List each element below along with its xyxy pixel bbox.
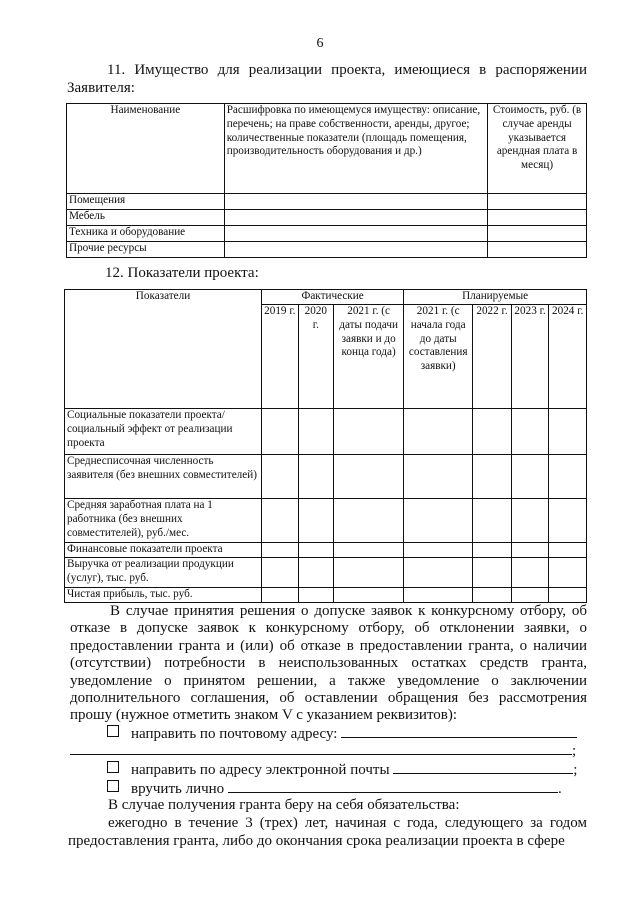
cell-input[interactable] (224, 210, 487, 226)
cell-input[interactable] (473, 409, 512, 455)
cell-input[interactable] (404, 558, 473, 588)
cell-input[interactable] (488, 194, 587, 210)
cell-input[interactable] (262, 409, 299, 455)
email-field[interactable] (393, 761, 573, 774)
annual-text: ежегодно в течение 3 (трех) лет, начиная с года, следующего за годом предоставления гранта, либо до окончания срока реализации проекта в сфере (68, 815, 587, 849)
page-number: 6 (316, 36, 324, 51)
cell-input[interactable] (334, 409, 404, 455)
option-postal[interactable] (107, 725, 577, 743)
cell-input[interactable] (549, 558, 587, 588)
cell-input[interactable] (473, 558, 512, 588)
cell-input[interactable] (298, 588, 334, 603)
cell-input[interactable] (298, 455, 334, 499)
cell-input[interactable] (511, 409, 549, 455)
personal-label: вручить лично (131, 781, 225, 797)
row-other: Прочие ресурсы (67, 242, 225, 258)
header-description: Расшифровка по имеющемуся имуществу: описание, перечень; на праве собственности, аренды, другое; количественные показатели (площадь помещения, производительность оборудования и др.) (224, 104, 487, 194)
cell-input[interactable] (404, 499, 473, 543)
year-2021-plan: 2021 г. (с начала года до даты составления заявки) (404, 305, 473, 409)
cell-input[interactable] (262, 499, 299, 543)
cell-input[interactable] (224, 194, 487, 210)
year-2024: 2024 г. (549, 305, 587, 409)
row-salary: Средняя заработная плата на 1 работника (без внешних совместителей), руб./мес. (65, 499, 262, 543)
cell-input[interactable] (473, 499, 512, 543)
cell-input[interactable] (262, 558, 299, 588)
row-premises: Помещения (67, 194, 225, 210)
cell-input[interactable] (298, 558, 334, 588)
notice-paragraph (70, 603, 587, 725)
postal-address-field[interactable] (341, 725, 577, 738)
section-12-title: 12. Показатели проекта: (105, 265, 259, 281)
cell-input[interactable] (511, 588, 549, 603)
cell-input[interactable] (511, 543, 549, 558)
grant-obligation: В случае получения гранта беру на себя обязательства: (108, 797, 460, 813)
cell-input[interactable] (262, 588, 299, 603)
cell-input[interactable] (262, 455, 299, 499)
cell-input[interactable] (404, 409, 473, 455)
cell-input[interactable] (404, 588, 473, 603)
email-checkbox[interactable] (107, 761, 119, 773)
cell-input[interactable] (298, 499, 334, 543)
cell-input[interactable] (511, 455, 549, 499)
section-11-title (67, 61, 587, 97)
cell-input[interactable] (549, 409, 587, 455)
option-email[interactable] (107, 761, 577, 779)
cell-input[interactable] (334, 558, 404, 588)
header-cost: Стоимость, руб. (в случае аренды указывается арендная плата в месяц) (488, 104, 587, 194)
cell-input[interactable] (549, 455, 587, 499)
postal-address-line2[interactable] (70, 742, 576, 760)
header-indicators: Показатели (65, 290, 262, 409)
period: . (557, 781, 562, 797)
cell-input[interactable] (334, 455, 404, 499)
row-revenue: Выручка от реализации продукции (услуг), тыс. руб. (65, 558, 262, 588)
cell-input[interactable] (262, 543, 299, 558)
year-2019: 2019 г. (262, 305, 299, 409)
property-table (66, 103, 587, 258)
cell-input[interactable] (488, 226, 587, 242)
cell-input[interactable] (298, 543, 334, 558)
semicolon: ; (572, 743, 577, 759)
postal-address-field-2[interactable] (70, 742, 572, 755)
postal-checkbox[interactable] (107, 725, 119, 737)
cell-input[interactable] (404, 543, 473, 558)
cell-input[interactable] (549, 543, 587, 558)
cell-input[interactable] (334, 588, 404, 603)
cell-input[interactable] (334, 499, 404, 543)
row-furniture: Мебель (67, 210, 225, 226)
row-headcount: Среднесписочная численность заявителя (без внешних совместителей) (65, 455, 262, 499)
cell-input[interactable] (224, 242, 487, 258)
row-financial: Финансовые показатели проекта (65, 543, 262, 558)
annual-paragraph (68, 814, 587, 850)
option-personal[interactable] (107, 780, 562, 798)
header-name: Наименование (67, 104, 225, 194)
row-net-profit: Чистая прибыль, тыс. руб. (65, 588, 262, 603)
section-11-text: 11. Имущество для реализации проекта, имеющиеся в распоряжении Заявителя: (67, 62, 587, 96)
personal-field[interactable] (228, 780, 558, 793)
header-plan: Планируемые (404, 290, 587, 305)
year-2020: 2020 г. (298, 305, 334, 409)
cell-input[interactable] (224, 226, 487, 242)
cell-input[interactable] (488, 242, 587, 258)
header-fact: Фактические (262, 290, 404, 305)
cell-input[interactable] (511, 558, 549, 588)
cell-input[interactable] (549, 588, 587, 603)
cell-input[interactable] (511, 499, 549, 543)
row-social: Социальные показатели проекта/социальный эффект от реализации проекта (65, 409, 262, 455)
notice-text: В случае принятия решения о допуске заявок к конкурсному отбору, об отказе в допуске заявок к конкурсному отбору, об отклонении заявки, о предоставлении гранта и (или) об отказе в предоставлении гранта, о наличии (отсутствии) потребности в неиспользованных остатках средств гранта, уведомление о принятом решении, а также уведомление о заключении дополнительного соглашения, об оставлении обращения без рассмотрения прошу (нужное отметить знаком V с указанием реквизитов): (70, 603, 587, 724)
cell-input[interactable] (549, 499, 587, 543)
indicators-table (64, 289, 587, 603)
cell-input[interactable] (473, 455, 512, 499)
cell-input[interactable] (298, 409, 334, 455)
row-equipment: Техника и оборудование (67, 226, 225, 242)
postal-label: направить по почтовому адресу: (131, 726, 338, 742)
cell-input[interactable] (404, 455, 473, 499)
personal-checkbox[interactable] (107, 780, 119, 792)
year-2022: 2022 г. (473, 305, 512, 409)
cell-input[interactable] (488, 210, 587, 226)
year-2021-fact: 2021 г. (с даты подачи заявки и до конца года) (334, 305, 404, 409)
semicolon: ; (573, 762, 578, 778)
cell-input[interactable] (473, 543, 512, 558)
email-label: направить по адресу электронной почты (131, 762, 390, 778)
cell-input[interactable] (473, 588, 512, 603)
cell-input[interactable] (334, 543, 404, 558)
year-2023: 2023 г. (511, 305, 549, 409)
